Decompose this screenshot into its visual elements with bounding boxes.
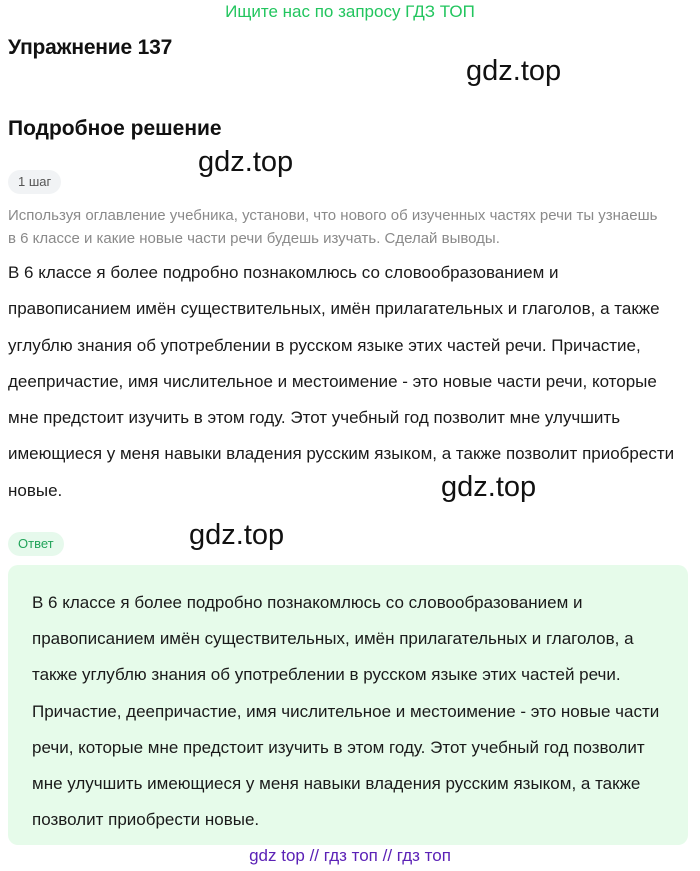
step-badge: 1 шаг xyxy=(8,170,61,194)
watermark: gdz.top xyxy=(466,55,562,87)
section-title: Подробное решение xyxy=(8,117,222,140)
watermark: gdz.top xyxy=(189,519,285,551)
watermark: gdz.top xyxy=(198,146,294,178)
answer-text: В 6 классе я более подробно познакомлюсь со словообразованием и правописанием имён существительных, имён прилагательных и глаголов, а также углублю знания об употреблении в русском языке этих частей речи. Причастие, деепричастие, имя числительное и местоимение - это новые части речи, которые мне предстоит изучить в этом году. Этот учебный год позволит мне улучшить имеющиеся у меня навыки владения русским языком, а также позволит приобрести новые. xyxy=(32,593,660,830)
footer-links: gdz top // гдз топ // гдз топ xyxy=(249,846,451,865)
task-text: Используя оглавление учебника, установи, что нового об изученных частях речи ты узнаешь в 6 классе и какие новые части речи будешь изучать. Сделай выводы. xyxy=(8,207,658,247)
answer-box xyxy=(8,565,688,845)
exercise-title: Упражнение 137 xyxy=(8,36,173,59)
watermark: gdz.top xyxy=(441,471,537,503)
solution-text: В 6 классе я более подробно познакомлюсь со словообразованием и правописанием имён существительных, имён прилагательных и глаголов, а также углублю знания об употреблении в русском языке этих частей речи. Причастие, деепричастие, имя числительное и местоимение - это новые части речи, которые мне предстоит изучить в этом году. Этот учебный год позволит мне улучшить имеющиеся у меня навыки владения русским языком, а также позволит приобрести новые. xyxy=(8,263,675,500)
answer-badge: Ответ xyxy=(8,532,64,556)
search-banner: Ищите нас по запросу ГДЗ ТОП xyxy=(225,2,475,21)
